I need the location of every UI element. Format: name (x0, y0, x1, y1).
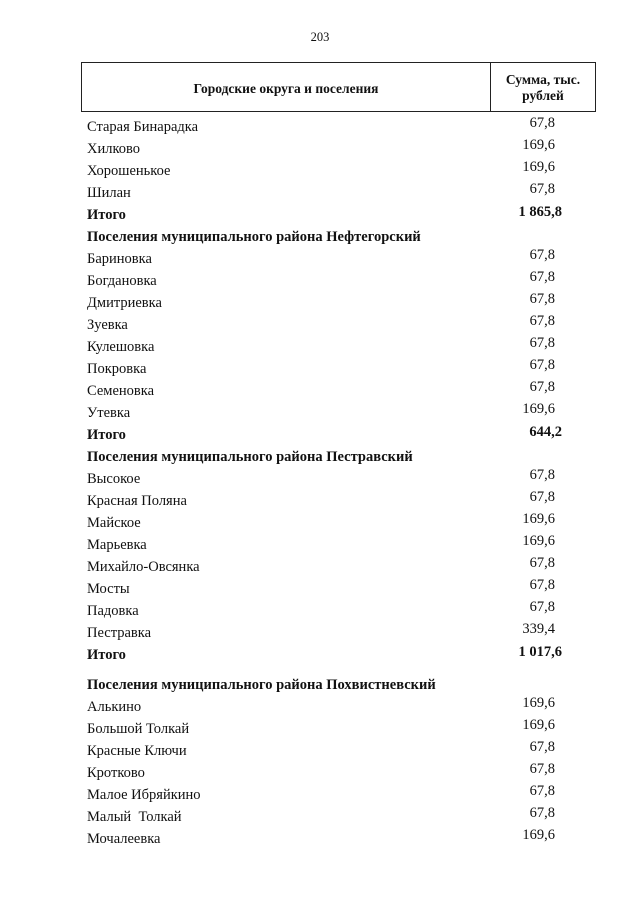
row-name: Богдановка (87, 273, 157, 289)
table-row (87, 741, 562, 761)
row-name: Хорошенькое (87, 163, 171, 179)
row-amount: 67,8 (529, 805, 555, 821)
table-row (87, 315, 562, 335)
table-row (87, 785, 562, 805)
row-amount: 1 865,8 (518, 204, 562, 220)
row-name: Утевка (87, 405, 131, 421)
row-amount: 67,8 (529, 739, 555, 755)
table-row (87, 719, 562, 739)
row-name: Мосты (87, 581, 130, 597)
row-name: Итого (87, 647, 126, 663)
row-amount: 1 017,6 (518, 644, 562, 660)
row-name: Пестравка (87, 625, 152, 641)
row-name: Большой Толкай (87, 721, 190, 737)
row-name: Красная Поляна (87, 493, 187, 509)
row-name: Дмитриевка (87, 295, 162, 311)
table-row (87, 337, 562, 357)
row-name: Поселения муниципального района Пестравский (87, 449, 413, 465)
row-amount: 67,8 (529, 555, 555, 571)
row-name: Семеновка (87, 383, 155, 399)
row-name: Шилан (87, 185, 131, 201)
page-number: 203 (310, 30, 330, 44)
row-amount: 67,8 (529, 357, 555, 373)
row-amount: 169,6 (522, 401, 555, 417)
table-row (87, 807, 562, 827)
row-amount: 67,8 (529, 783, 555, 799)
row-amount: 169,6 (522, 511, 555, 527)
row-name: Малый Толкай (87, 809, 182, 825)
header-column-settlements: Городские округа и поселения (82, 63, 491, 111)
row-amount: 67,8 (529, 577, 555, 593)
row-name: Алькино (87, 699, 142, 715)
row-amount: 169,6 (522, 137, 555, 153)
row-amount: 169,6 (522, 159, 555, 175)
table-row (87, 183, 562, 203)
total-row (87, 425, 562, 445)
row-amount: 169,6 (522, 533, 555, 549)
row-name: Итого (87, 427, 126, 443)
row-amount: 67,8 (529, 761, 555, 777)
row-name: Зуевка (87, 317, 128, 333)
row-amount: 67,8 (529, 269, 555, 285)
row-amount: 67,8 (529, 335, 555, 351)
row-amount: 169,6 (522, 717, 555, 733)
row-name: Покровка (87, 361, 147, 377)
table-row (87, 491, 562, 511)
table-row (87, 763, 562, 783)
table-row (87, 469, 562, 489)
total-row (87, 205, 562, 225)
section-heading-row (87, 675, 562, 695)
row-amount: 67,8 (529, 181, 555, 197)
row-name: Итого (87, 207, 126, 223)
row-amount: 67,8 (529, 115, 555, 131)
table-row (87, 513, 562, 533)
row-amount: 67,8 (529, 599, 555, 615)
row-name: Старая Бинарадка (87, 119, 199, 135)
row-amount: 67,8 (529, 313, 555, 329)
row-name: Поселения муниципального района Похвистневский (87, 677, 436, 693)
row-amount: 169,6 (522, 827, 555, 843)
row-name: Красные Ключи (87, 743, 187, 759)
table-row (87, 381, 562, 401)
section-heading-row (87, 447, 562, 467)
row-amount: 67,8 (529, 247, 555, 263)
row-amount: 169,6 (522, 695, 555, 711)
row-name: Бариновка (87, 251, 152, 267)
table-row (87, 623, 562, 643)
header-amount-line2: рублей (522, 88, 564, 103)
row-amount: 67,8 (529, 379, 555, 395)
table-row (87, 601, 562, 621)
row-name: Поселения муниципального района Нефтегорский (87, 229, 421, 245)
row-name: Михайло-Овсянка (87, 559, 200, 575)
table-row (87, 557, 562, 577)
table-row (87, 161, 562, 181)
table-row (87, 293, 562, 313)
table-row (87, 579, 562, 599)
row-name: Майское (87, 515, 141, 531)
row-name: Кротково (87, 765, 145, 781)
row-name: Падовка (87, 603, 139, 619)
table-row (87, 271, 562, 291)
header-amount-line1: Сумма, тыс. (505, 72, 581, 87)
row-name: Кулешовка (87, 339, 155, 355)
table-row (87, 249, 562, 269)
row-amount: 67,8 (529, 467, 555, 483)
table-row (87, 139, 562, 159)
table-row (87, 535, 562, 555)
row-amount: 67,8 (529, 291, 555, 307)
table-row (87, 829, 562, 849)
row-name: Малое Ибряйкино (87, 787, 201, 803)
row-name: Марьевка (87, 537, 147, 553)
row-name: Высокое (87, 471, 141, 487)
row-amount: 67,8 (529, 489, 555, 505)
table-row (87, 117, 562, 137)
row-amount: 339,4 (522, 621, 555, 637)
table-row (87, 697, 562, 717)
row-name: Мочалеевка (87, 831, 161, 847)
section-heading-row (87, 227, 562, 247)
row-amount: 644,2 (529, 424, 562, 440)
table-row (87, 359, 562, 379)
table-row (87, 403, 562, 423)
row-name: Хилково (87, 141, 141, 157)
total-row (87, 645, 562, 665)
